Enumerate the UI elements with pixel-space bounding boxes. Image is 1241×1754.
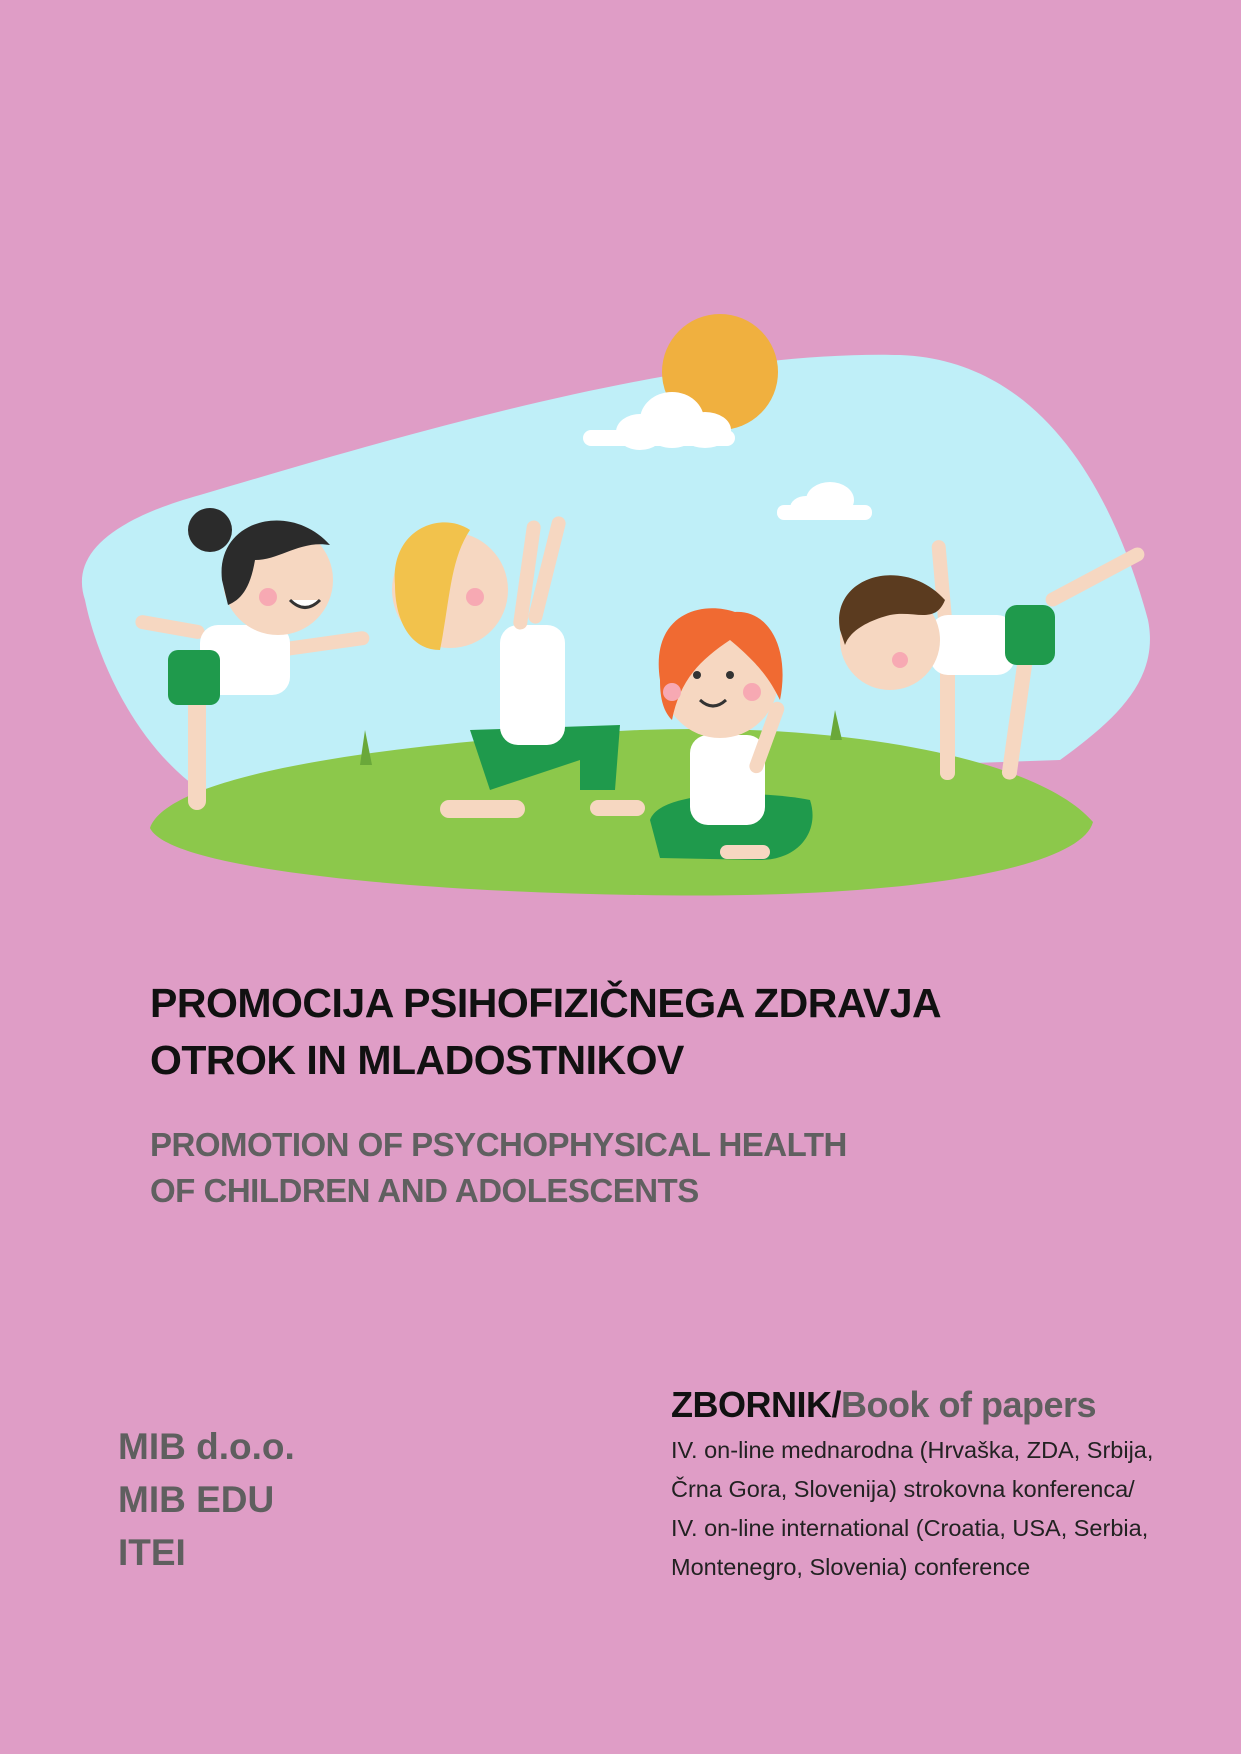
description-line: Montenegro, Slovenia) conference [671,1554,1031,1580]
conference-description [671,1431,1231,1587]
publisher-name: MIB EDU [118,1479,275,1520]
title-en-line: OF CHILDREN AND ADOLESCENTS [150,1172,699,1209]
publisher-name: MIB d.o.o. [118,1426,295,1467]
title-english [150,1122,1050,1214]
title-en-line: PROMOTION OF PSYCHOPHYSICAL HEALTH [150,1126,847,1163]
book-label-en: Book of papers [841,1384,1097,1425]
title-sl-line: PROMOCIJA PSIHOFIZIČNEGA ZDRAVJA [150,980,942,1026]
title-slovenian [150,975,1050,1089]
book-heading [671,1383,1231,1427]
description-line: IV. on-line mednarodna (Hrvaška, ZDA, Srbija, [671,1437,1154,1463]
book-label-sl: ZBORNIK/ [671,1384,841,1425]
description-line: IV. on-line international (Croatia, USA, Serbia, [671,1515,1149,1541]
title-sl-line: OTROK IN MLADOSTNIKOV [150,1037,684,1083]
publisher-name: ITEI [118,1532,186,1573]
publishers-list [118,1420,295,1579]
book-info [671,1383,1231,1587]
description-line: Črna Gora, Slovenija) strokovna konferenca/ [671,1476,1135,1502]
cover-illustration [0,300,1241,920]
